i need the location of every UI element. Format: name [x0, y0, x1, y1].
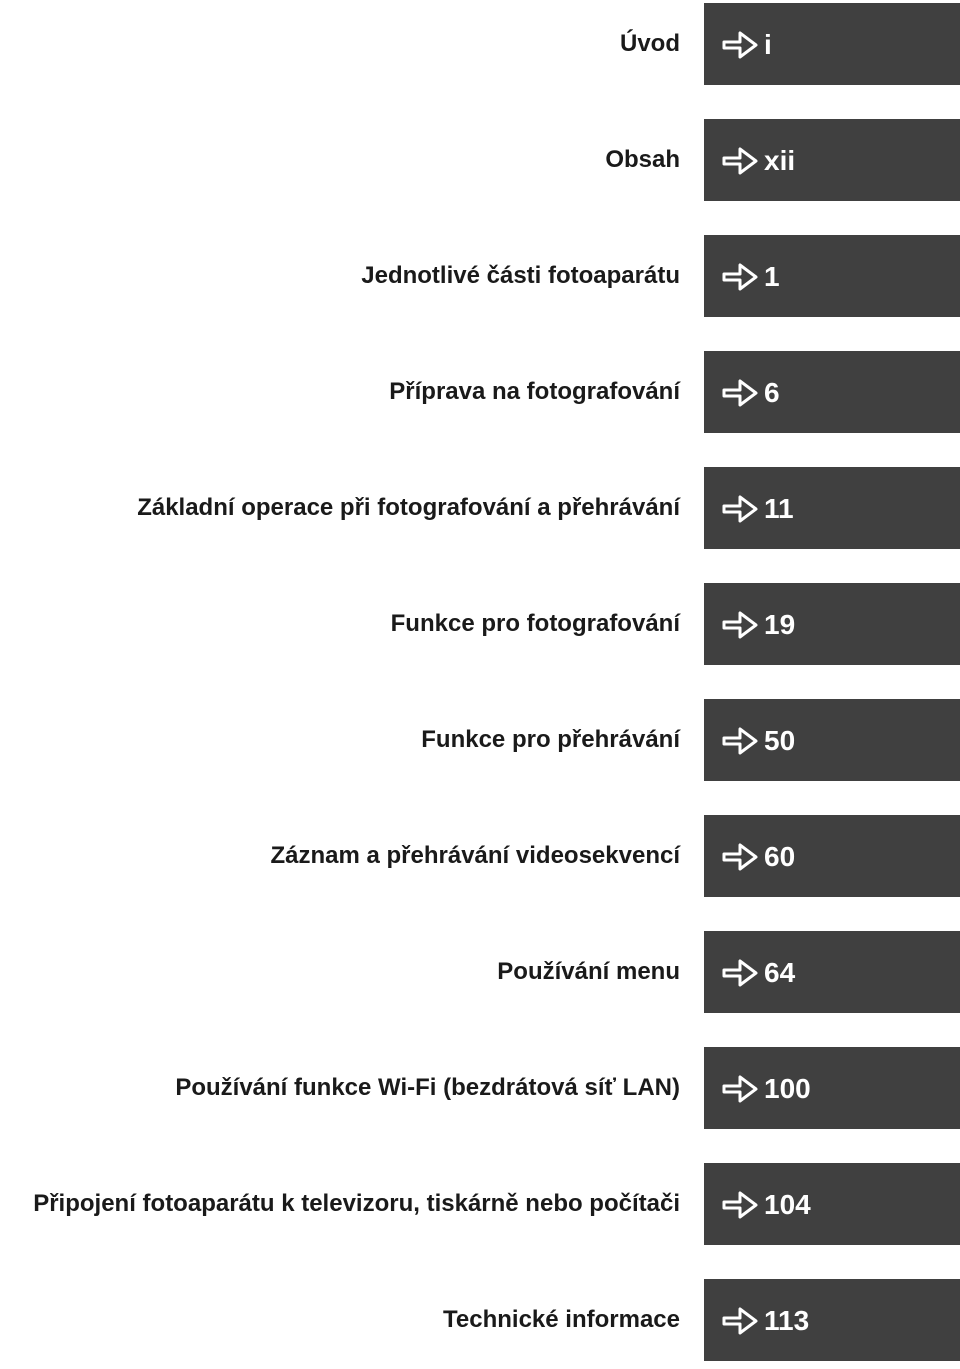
toc-entry-zakladni-operace — [0, 467, 960, 549]
toc-page-link[interactable] — [704, 351, 960, 433]
toc-entry-obsah — [0, 119, 960, 201]
toc-entry-wifi — [0, 1047, 960, 1129]
toc-entry-title: Používání menu — [497, 958, 680, 985]
toc-entry-title: Používání funkce Wi-Fi (bezdrátová síť LAN) — [175, 1074, 680, 1101]
toc-page-number: 50 — [764, 725, 796, 756]
toc-page-number: 104 — [764, 1189, 811, 1220]
toc-entry-title: Funkce pro přehrávání — [421, 726, 680, 753]
toc-page-link[interactable] — [704, 815, 960, 897]
arrow-right-icon — [722, 1306, 758, 1336]
toc-page-link[interactable] — [704, 1279, 960, 1361]
toc-page-number: 1 — [764, 261, 780, 292]
toc-page-number: 113 — [764, 1305, 810, 1336]
arrow-right-icon — [722, 726, 758, 756]
toc-entry-funkce-fotografovani — [0, 583, 960, 665]
arrow-right-icon — [722, 30, 758, 60]
arrow-right-icon — [722, 958, 758, 988]
toc-page-link[interactable] — [704, 699, 960, 781]
toc-entry-menu — [0, 931, 960, 1013]
toc-entry-pripojeni — [0, 1163, 960, 1245]
toc-page-link[interactable] — [704, 119, 960, 201]
toc-page-number: 60 — [764, 841, 796, 872]
toc-page-number: i — [764, 29, 772, 60]
toc-page-link[interactable] — [704, 235, 960, 317]
toc-page-link[interactable] — [704, 583, 960, 665]
toc-page-number: 11 — [764, 493, 794, 524]
toc-page-number: xii — [764, 145, 796, 176]
toc-page-number: 19 — [764, 609, 796, 640]
toc-page-number: 6 — [764, 377, 780, 408]
toc-entry-title: Základní operace při fotografování a přehrávání — [137, 494, 680, 521]
toc-entry-title: Obsah — [605, 146, 680, 173]
toc-page-link[interactable] — [704, 467, 960, 549]
toc-page-number: 100 — [764, 1073, 811, 1104]
toc-entry-videosekvence — [0, 815, 960, 897]
toc-entry-casti-fotoaparatu — [0, 235, 960, 317]
arrow-right-icon — [722, 262, 758, 292]
toc-page-link[interactable] — [704, 1047, 960, 1129]
arrow-right-icon — [722, 378, 758, 408]
arrow-right-icon — [722, 146, 758, 176]
toc-entry-title: Příprava na fotografování — [389, 378, 680, 405]
toc-page-number: 64 — [764, 957, 796, 988]
toc-entry-title: Technické informace — [443, 1306, 680, 1333]
toc-entry-title: Záznam a přehrávání videosekvencí — [270, 842, 680, 869]
arrow-right-icon — [722, 1190, 758, 1220]
toc-entry-priprava — [0, 351, 960, 433]
arrow-right-icon — [722, 610, 758, 640]
toc-page-link[interactable] — [704, 931, 960, 1013]
toc-page-link[interactable] — [704, 3, 960, 85]
toc-entry-title: Jednotlivé části fotoaparátu — [361, 262, 680, 289]
toc-entry-title: Úvod — [620, 30, 680, 57]
toc-entry-title: Připojení fotoaparátu k televizoru, tiskárně nebo počítači — [33, 1190, 680, 1217]
toc-entry-title: Funkce pro fotografování — [390, 610, 680, 637]
toc-entry-uvod — [0, 3, 960, 85]
arrow-right-icon — [722, 842, 758, 872]
toc-entry-funkce-prehravani — [0, 699, 960, 781]
toc-entry-technicke-informace — [0, 1279, 960, 1361]
toc-page-link[interactable] — [704, 1163, 960, 1245]
arrow-right-icon — [722, 1074, 758, 1104]
arrow-right-icon — [722, 494, 758, 524]
